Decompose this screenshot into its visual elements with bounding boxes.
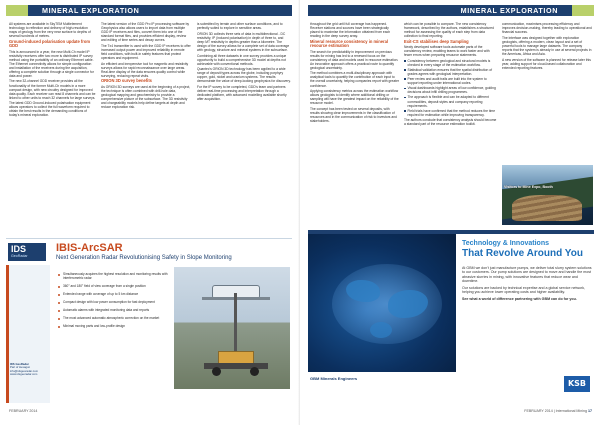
article-paragraph: This is announced in a year, the new Multi-Ch model IP resistivity receivers offer two more is distributed IP survey method using the portability of an ordinary Ethernet cable. The Ethernet connectivity allows for simple configuration and installation of the receivers during the acquisition, offering a complete solution through a single connector for data and power.: [9, 49, 94, 78]
article-paragraph: As ORION 3D surveys are used at the beginning of a project, the technique is often combined with drill-hole data, geological mapping and geochemistry to provide a comprehensive picture of the subsurface. The 3D resistivity and chargeability models help define targets at depth and reduce exploration risk.: [101, 84, 191, 109]
ad-feature-list: [58, 273, 170, 334]
radar-mast: [234, 293, 237, 353]
article-paragraph: The search for predictability in improvement on previous results for mining has led to a renewed focus on the consistency of data and models used in resource estimation. An innovative approach offers a practical route to quantify geological uncertainty.: [310, 49, 399, 70]
article-column-3: [197, 22, 291, 235]
bullet-item: The approach is flexible and can be adapted to different commodities, deposit styles and company reporting requirements.: [404, 95, 497, 107]
article-paragraph: The Tx4 transmitter is used with the GDD IP receivers to offer increased output power and improved reliability in remote field conditions, with built-in safety features that protect operators and equipment.: [101, 43, 191, 60]
bullet-item: Visual dashboards highlight areas of low confidence, guiding decisions about infill drilling programmes.: [404, 86, 497, 94]
ad-contact-email[interactable]: info@idsgeoradar.com: [10, 368, 39, 373]
ad-feature-item: Simultaneously acquires the highest resolution and monitoring results with interferometric radar: [58, 273, 170, 281]
page-folio-left: [9, 409, 37, 413]
article-paragraph: The concept has been tested on several deposits, with results showing clear improvements in the classification of resources and in the communication of risk to investors and stakeholders.: [310, 106, 397, 124]
subheading: Exit-CS stabilises deep Sampling: [404, 38, 469, 44]
article-column-2: [404, 22, 497, 227]
bullet-item: Consistency between geological and structural models is checked in every stage of the estimation workflow.: [404, 59, 497, 67]
article-column-3: [502, 22, 593, 162]
globe-illustration: [308, 234, 456, 372]
article-paragraph: A new version of the software is planned for release later this year, adding support for cloud-based collaboration and extended reporting features.: [502, 57, 591, 70]
bullet-item: Field trials have confirmed that the method reduces the time required for estimation while improving transparency.: [404, 109, 497, 117]
ad-feature-item: Extended range with coverage of up to 5 km distance: [58, 293, 170, 297]
gbm-advertisement[interactable]: [308, 230, 594, 402]
bullet-item: Statistical validation ensures that the spatial distribution of grades agrees with geological interpretation.: [404, 68, 497, 76]
ids-advertisement[interactable]: [6, 238, 292, 403]
article-paragraph: throughout the grid until full coverage has happened. Receiver stations and sources have been strategically placed to maximise the information obtained from each reading in the deep survey array.: [310, 22, 391, 39]
article-paragraph: ORION 3D collects three sets of data in multidirectional - DC resistivity, IP (induced polarisation) in depth of three to, and deep MT resistivity in depths greater than a kilometre. The design of the survey allows for a complete set of data coverage with geology, structure and mineral systems in the subsurface.: [197, 31, 290, 52]
gbm-logo: GBM Minerals Engineers: [310, 376, 358, 381]
article-column-1: [9, 22, 96, 235]
wheel-icon: [212, 367, 221, 376]
page-number: 17: [588, 409, 592, 413]
mine-site-photo: [502, 165, 593, 225]
article-column-2: [101, 22, 191, 235]
article-paragraph: Newly developed software tools automate parts of the consistency review, enabling teams to work faster and with fewer errors when preparing resource statements.: [404, 44, 490, 58]
wheel-icon: [250, 367, 259, 376]
article-paragraph: The latest version of the GDD Pro IP processing software by Geophysics also allows users to import data from multiple GDD IP receivers and files, convert them into one of the standard format files, and provides efficient display, review and editing of time series and decay curves.: [101, 22, 190, 43]
radar-product-image: [174, 267, 290, 389]
ad-contact-line: Part of Hexagon: [10, 365, 31, 370]
article-paragraph: which can be possible to compare. The new consistency framework, described by the authors, establishes a structured method for assessing the quality of each step from data collection to final reporting.: [404, 22, 494, 39]
ad-headline: [462, 240, 592, 259]
article-paragraph: Applying consistency metrics across the estimation workflow allows geologists to identify where additional drilling or sampling will have the greatest impact on the reliability of the resource model.: [310, 89, 399, 106]
ksb-logo: KSB: [564, 376, 590, 392]
ad-feature-item: 360° and 180° field of view coverage from a single position: [58, 285, 170, 289]
article-paragraph: Quantec's ORION 3D technology has been applied to a wide range of deposit types across the globe, including porphyry copper, gold, nickel and uranium systems. The results demonstrate the value of deep-looking geophysics for discovery.: [197, 67, 291, 84]
ids-logo-text: IDS: [11, 244, 27, 254]
ad-accent-rail: [6, 265, 9, 403]
section-banner-right: [308, 5, 594, 16]
bullet-list: [404, 59, 497, 117]
article-paragraph: is submitted by terrain and other surface conditions, and to perfectly suited to explore in sensitive areas.: [197, 22, 283, 31]
subheading: ORION 3D survey benefits: [101, 78, 152, 84]
bullet-item: Peer review and audit trails are built into the system to support reporting under international codes.: [404, 77, 497, 85]
ad-tagline: Next Generation Radar Revolutionising Safety in Slope Monitoring: [56, 255, 232, 261]
ad-feature-item: The most advanced automatic atmospheric correction on the market: [58, 317, 170, 321]
photo-open-pit: [512, 195, 582, 221]
ad-product-name: IBIS-ArcSAR: [56, 242, 123, 254]
subheading: Mineral resource consistency in mineral resource estimation: [310, 38, 389, 49]
page-folio-right: [524, 409, 592, 413]
ad-contact-company: IDS GeoRadar: [10, 362, 29, 366]
subheading: Ground-induced polarisation update from GDD: [9, 38, 90, 49]
article-paragraph: communication, maximises processing efficiency and improves decision-making, thereby leading to operational and financial success.: [502, 22, 592, 35]
ad-headline-line2: That Revolve Around You: [462, 248, 583, 259]
section-banner-left: [6, 5, 292, 16]
article-paragraph: The method combines a multi-disciplinary approach with analytical tools to quantify the contribution of each input to the overall uncertainty, helping companies report with greater confidence.: [310, 71, 399, 88]
ad-side-panel: [6, 265, 50, 403]
ad-feature-item: Compact design with low power consumption for fast deployment: [58, 301, 170, 305]
banner-accent-stripe: [572, 5, 594, 16]
ids-logo: [8, 243, 46, 261]
article-paragraph: An efficient and inexpensive tool for magnetic and resistivity surveys allows for rapid reconnaissance over large areas. Real-time display of the data ensures quality control while surveying, reducing repeat visits.: [101, 61, 189, 78]
article-paragraph: For the IP survey to be completed, GDD's team and partners deliver real-time processing and interpretation through a dedicated platform, with advanced modelling available shortly after acquisition.: [197, 85, 287, 102]
globe-landmass: [370, 322, 392, 338]
section-title: MINERAL EXPLORATION: [460, 6, 558, 15]
ad-paragraph: At GBM we don't just manufacture pumps, we deliver total slurry system solutions to our customers. Our pump solutions are designed to move and handle the most abrasive slurries in mining, with innovative features that reduce wear and downtime.: [462, 266, 592, 284]
ad-feature-item: Automatic alarms with integrated monitoring data and reports: [58, 309, 170, 313]
ad-contact-block: [10, 363, 52, 377]
ad-paragraph: Our solutions are backed by technical expertise and a global service network, helping you achieve lower operating costs and higher availability.: [462, 286, 586, 295]
section-title: MINERAL EXPLORATION: [42, 6, 140, 15]
ad-body: [462, 266, 592, 304]
ad-feature-item: Minimal moving parts and low-profile design: [58, 325, 170, 329]
right-page: [300, 0, 600, 425]
article-paragraph: The interface was designed together with exploration geologists, offering a modern, clean layout and a set of powerful tools to manage large datasets. The company reports that the system is already in use at several projects in the Americas, Africa and Asia.: [502, 35, 592, 56]
article-paragraph: The new 32-channel GDD receiver provides all the functionality of the former Multi-Ch models in a more compact design, with new circuitry designed for improved data quality. Each receiver can read 8 channels and can be linked to other units to reach 32 channels for large surveys.: [9, 79, 96, 100]
banner-accent-stripe: [6, 5, 28, 16]
article-paragraph: All systems are available in SkyTEM Multielement technology to reflection and delivery of high-resolution maps of geology from the very near surface to depths of several hundreds of metres.: [9, 22, 91, 39]
ad-headline-line1: Technology & Innovations: [462, 240, 549, 247]
photo-caption: Visitors to Mine Expo, Booth: [504, 185, 553, 189]
article-paragraph: Combining all three datasets in one survey provides a unique opportunity to build a comprehensive 3D model at depths not achievable with conventional methods.: [197, 53, 287, 66]
folio-date: FEBRUARY 2014: [9, 409, 38, 413]
folio-issue: FEBRUARY 2014 | International Mining: [524, 409, 587, 413]
ad-contact-website[interactable]: www.idsgeoradar.com: [10, 372, 38, 377]
article-paragraph: The latest GDD Ground-induced polarisation equipment allows operators to collect the full waveform required to obtain the best results in the demanding conditions of today's mineral exploration.: [9, 101, 91, 118]
ad-call-to-action: See what a world of difference partnering with GBM can do for you.: [462, 297, 577, 302]
ids-logo-subtext: GeoRadar: [11, 254, 28, 258]
article-paragraph: The authors conclude that consistency analysis should become a standard part of the resource estimation toolkit.: [404, 117, 497, 126]
article-column-1: [310, 22, 399, 227]
